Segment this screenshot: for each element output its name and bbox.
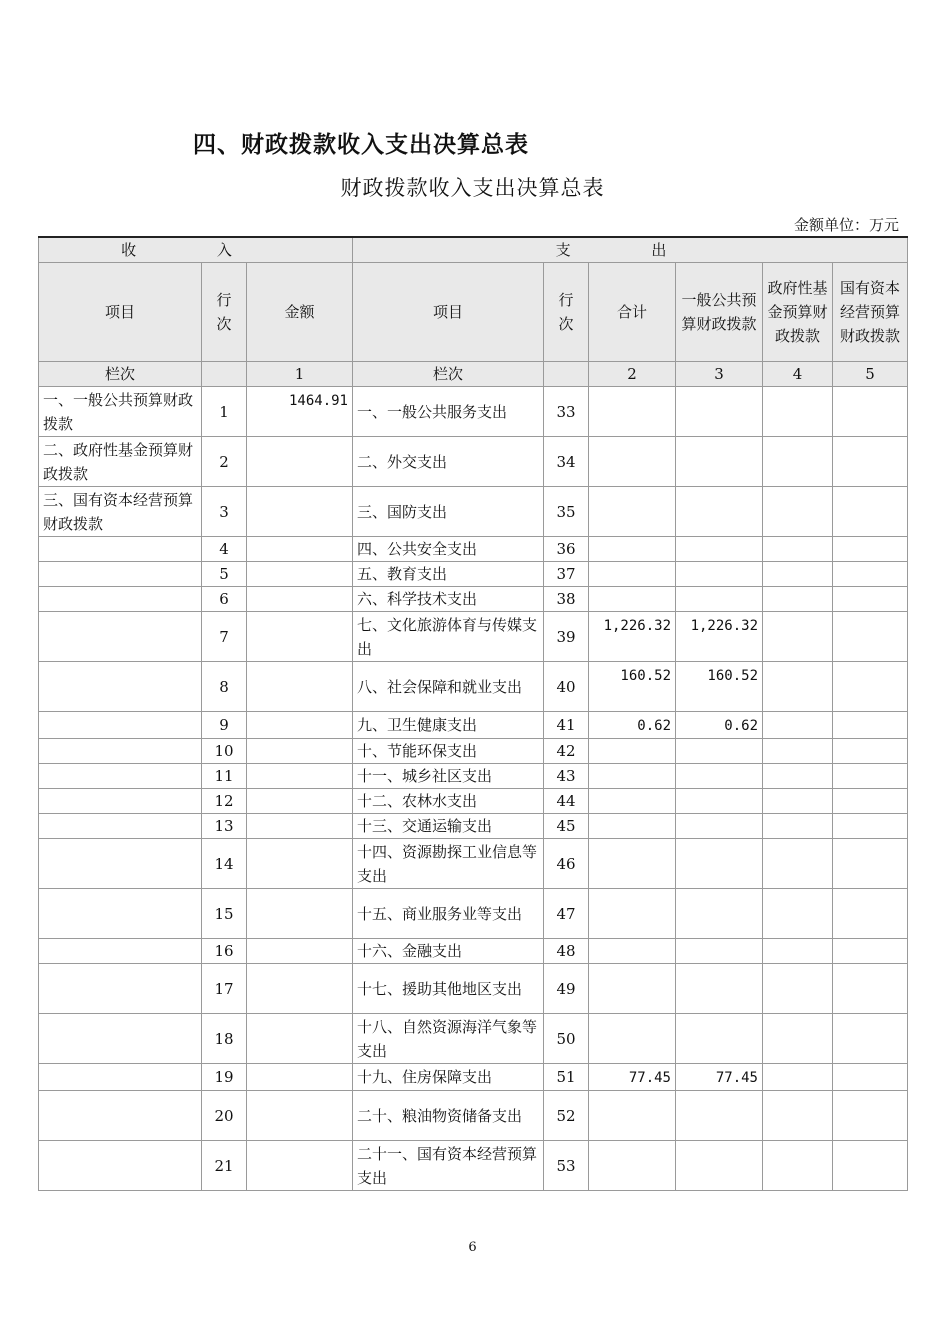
- expense-row-no-cell: 38: [544, 587, 589, 612]
- expense-row-no-cell: 45: [544, 814, 589, 839]
- expense-item-cell: 七、文化旅游体育与传媒支出: [353, 612, 544, 662]
- state-capital-cell: [833, 839, 908, 889]
- income-row-no-cell: 18: [202, 1014, 247, 1064]
- general-budget-cell: [676, 562, 763, 587]
- income-row-no-cell: 4: [202, 537, 247, 562]
- gov-fund-cell: [763, 1091, 833, 1141]
- income-header: 收 入: [39, 237, 353, 263]
- general-budget-cell: [676, 839, 763, 889]
- state-capital-cell: [833, 764, 908, 789]
- total-cell: [589, 387, 676, 437]
- section-title: 四、财政拨款收入支出决算总表: [193, 132, 529, 158]
- gov-fund-cell: [763, 939, 833, 964]
- table-title: 财政拨款收入支出决算总表: [340, 176, 605, 200]
- general-budget-cell: [676, 964, 763, 1014]
- total-cell: [589, 939, 676, 964]
- expense-item-cell: 十五、商业服务业等支出: [353, 889, 544, 939]
- state-capital-cell: [833, 889, 908, 939]
- general-budget-cell: [676, 1014, 763, 1064]
- income-item-cell: [39, 1014, 202, 1064]
- income-row-no-cell: 21: [202, 1141, 247, 1191]
- income-row-no-header: 行次: [202, 263, 247, 362]
- income-amount-cell: [247, 487, 353, 537]
- general-budget-cell: [676, 764, 763, 789]
- expense-row-no-cell: 43: [544, 764, 589, 789]
- income-row-no-cell: 17: [202, 964, 247, 1014]
- table-row: [39, 739, 908, 764]
- general-budget-cell: [676, 537, 763, 562]
- income-amount-cell: [247, 437, 353, 487]
- expense-item-cell: 十九、住房保障支出: [353, 1064, 544, 1091]
- general-budget-cell: [676, 1091, 763, 1141]
- table-row: [39, 764, 908, 789]
- state-capital-cell: [833, 964, 908, 1014]
- total-cell: [589, 964, 676, 1014]
- table-row: [39, 1064, 908, 1091]
- table-row: [39, 1014, 908, 1064]
- gov-fund-cell: [763, 662, 833, 712]
- gov-fund-cell: [763, 889, 833, 939]
- general-budget-cell: [676, 889, 763, 939]
- table-row: [39, 437, 908, 487]
- gov-fund-cell: [763, 1141, 833, 1191]
- general-budget-cell: [676, 789, 763, 814]
- income-amount-cell: [247, 789, 353, 814]
- total-cell: [589, 587, 676, 612]
- gov-fund-cell: [763, 1064, 833, 1091]
- income-row-no-cell: 6: [202, 587, 247, 612]
- general-budget-cell: [676, 814, 763, 839]
- expense-row-no-cell: 41: [544, 712, 589, 739]
- income-amount-cell: [247, 889, 353, 939]
- income-amount-cell: [247, 739, 353, 764]
- total-cell: [589, 1091, 676, 1141]
- income-row-no-cell: 7: [202, 612, 247, 662]
- expense-row-no-cell: 50: [544, 1014, 589, 1064]
- expense-row-no-cell: 49: [544, 964, 589, 1014]
- general-budget-cell: [676, 587, 763, 612]
- gov-fund-cell: [763, 612, 833, 662]
- state-capital-cell: [833, 1141, 908, 1191]
- expense-row-no-cell: 39: [544, 612, 589, 662]
- expense-item-cell: 二、外交支出: [353, 437, 544, 487]
- income-item-cell: [39, 889, 202, 939]
- expense-item-cell: 十六、金融支出: [353, 939, 544, 964]
- gov-fund-cell: [763, 739, 833, 764]
- table-row: [39, 537, 908, 562]
- income-amount-cell: [247, 1014, 353, 1064]
- income-amount-header: 金额: [247, 263, 353, 362]
- col-5: 5: [833, 362, 908, 387]
- expense-row-no-cell: 46: [544, 839, 589, 889]
- expense-item-cell: 十一、城乡社区支出: [353, 764, 544, 789]
- expense-row-no-cell: 36: [544, 537, 589, 562]
- expense-row-no-cell: 48: [544, 939, 589, 964]
- expense-row-no-cell: 35: [544, 487, 589, 537]
- income-row-no-cell: 16: [202, 939, 247, 964]
- general-budget-cell: [676, 437, 763, 487]
- expense-row-no-cell: 34: [544, 437, 589, 487]
- col-2: 2: [589, 362, 676, 387]
- total-cell: [589, 437, 676, 487]
- income-amount-cell: [247, 712, 353, 739]
- state-capital-cell: [833, 387, 908, 437]
- income-row-no-cell: 12: [202, 789, 247, 814]
- table-row: [39, 612, 908, 662]
- expense-header: 支 出: [353, 237, 908, 263]
- general-budget-cell: 160.52: [676, 662, 763, 712]
- expense-row-no-cell: 42: [544, 739, 589, 764]
- gov-fund-cell: [763, 712, 833, 739]
- gov-fund-cell: [763, 537, 833, 562]
- state-capital-cell: [833, 612, 908, 662]
- income-amount-cell: [247, 814, 353, 839]
- general-budget-cell: [676, 387, 763, 437]
- table-row: [39, 939, 908, 964]
- income-item-cell: [39, 939, 202, 964]
- table-row: [39, 964, 908, 1014]
- income-item-cell: [39, 562, 202, 587]
- income-row-no-cell: 14: [202, 839, 247, 889]
- col-empty: [202, 362, 247, 387]
- income-amount-cell: [247, 562, 353, 587]
- expense-item-cell: 十、节能环保支出: [353, 739, 544, 764]
- income-amount-cell: [247, 537, 353, 562]
- income-item-cell: [39, 764, 202, 789]
- col-label-right: 栏次: [353, 362, 544, 387]
- state-capital-cell: [833, 537, 908, 562]
- state-capital-cell: [833, 662, 908, 712]
- total-cell: [589, 1141, 676, 1191]
- general-budget-header: 一般公共预算财政拨款: [676, 263, 763, 362]
- total-cell: 77.45: [589, 1064, 676, 1091]
- income-row-no-cell: 3: [202, 487, 247, 537]
- expense-row-no-cell: 44: [544, 789, 589, 814]
- income-amount-cell: [247, 764, 353, 789]
- income-item-cell: 二、政府性基金预算财政拨款: [39, 437, 202, 487]
- income-amount-cell: [247, 587, 353, 612]
- income-row-no-cell: 10: [202, 739, 247, 764]
- gov-fund-cell: [763, 387, 833, 437]
- table-row: [39, 839, 908, 889]
- col-label-left: 栏次: [39, 362, 202, 387]
- total-cell: 1,226.32: [589, 612, 676, 662]
- total-header: 合计: [589, 263, 676, 362]
- total-cell: [589, 739, 676, 764]
- income-row-no-cell: 1: [202, 387, 247, 437]
- expense-item-cell: 一、一般公共服务支出: [353, 387, 544, 437]
- expense-row-no-header: 行次: [544, 263, 589, 362]
- general-budget-cell: [676, 1141, 763, 1191]
- state-capital-cell: [833, 939, 908, 964]
- income-amount-cell: [247, 1141, 353, 1191]
- table-row: [39, 587, 908, 612]
- income-item-cell: [39, 739, 202, 764]
- expense-item-cell: 八、社会保障和就业支出: [353, 662, 544, 712]
- total-cell: [589, 537, 676, 562]
- income-item-cell: [39, 1091, 202, 1141]
- col-empty: [544, 362, 589, 387]
- income-item-cell: [39, 1141, 202, 1191]
- table-row: [39, 814, 908, 839]
- income-item-cell: [39, 964, 202, 1014]
- total-cell: [589, 814, 676, 839]
- expense-row-no-cell: 33: [544, 387, 589, 437]
- expense-row-no-cell: 52: [544, 1091, 589, 1141]
- gov-fund-cell: [763, 789, 833, 814]
- state-capital-cell: [833, 562, 908, 587]
- income-amount-cell: [247, 964, 353, 1014]
- income-item-cell: 一、一般公共预算财政拨款: [39, 387, 202, 437]
- state-capital-cell: [833, 437, 908, 487]
- general-budget-cell: [676, 739, 763, 764]
- table-row: [39, 789, 908, 814]
- gov-fund-cell: [763, 764, 833, 789]
- state-capital-cell: [833, 1064, 908, 1091]
- expense-row-no-cell: 40: [544, 662, 589, 712]
- col-3: 3: [676, 362, 763, 387]
- col-1: 1: [247, 362, 353, 387]
- expense-row-no-cell: 53: [544, 1141, 589, 1191]
- expense-item-cell: 三、国防支出: [353, 487, 544, 537]
- total-cell: [589, 839, 676, 889]
- gov-fund-cell: [763, 814, 833, 839]
- unit-label: 金额单位：万元: [793, 216, 899, 234]
- gov-fund-cell: [763, 562, 833, 587]
- budget-table: [38, 236, 908, 1191]
- income-item-cell: [39, 839, 202, 889]
- income-item-cell: [39, 814, 202, 839]
- total-cell: 160.52: [589, 662, 676, 712]
- table-row: [39, 889, 908, 939]
- table-row: [39, 662, 908, 712]
- expense-item-header: 项目: [353, 263, 544, 362]
- gov-fund-cell: [763, 839, 833, 889]
- income-row-no-cell: 15: [202, 889, 247, 939]
- income-row-no-cell: 2: [202, 437, 247, 487]
- total-cell: [589, 764, 676, 789]
- total-cell: [589, 889, 676, 939]
- total-cell: [589, 487, 676, 537]
- state-capital-cell: [833, 1091, 908, 1141]
- expense-item-cell: 十八、自然资源海洋气象等支出: [353, 1014, 544, 1064]
- page-number: 6: [468, 1240, 477, 1255]
- state-capital-cell: [833, 739, 908, 764]
- income-amount-cell: [247, 662, 353, 712]
- total-cell: [589, 1014, 676, 1064]
- gov-fund-cell: [763, 437, 833, 487]
- expense-row-no-cell: 37: [544, 562, 589, 587]
- income-row-no-cell: 11: [202, 764, 247, 789]
- income-amount-cell: 1464.91: [247, 387, 353, 437]
- general-budget-cell: [676, 487, 763, 537]
- income-item-header: 项目: [39, 263, 202, 362]
- gov-fund-cell: [763, 487, 833, 537]
- income-item-cell: 三、国有资本经营预算财政拨款: [39, 487, 202, 537]
- total-cell: 0.62: [589, 712, 676, 739]
- income-item-cell: [39, 612, 202, 662]
- state-capital-header: 国有资本经营预算财政拨款: [833, 263, 908, 362]
- general-budget-cell: 77.45: [676, 1064, 763, 1091]
- expense-item-cell: 四、公共安全支出: [353, 537, 544, 562]
- expense-item-cell: 十三、交通运输支出: [353, 814, 544, 839]
- general-budget-cell: 0.62: [676, 712, 763, 739]
- total-cell: [589, 562, 676, 587]
- state-capital-cell: [833, 712, 908, 739]
- income-amount-cell: [247, 1064, 353, 1091]
- income-amount-cell: [247, 1091, 353, 1141]
- expense-item-cell: 二十、粮油物资储备支出: [353, 1091, 544, 1141]
- expense-item-cell: 九、卫生健康支出: [353, 712, 544, 739]
- gov-fund-cell: [763, 587, 833, 612]
- expense-item-cell: 十七、援助其他地区支出: [353, 964, 544, 1014]
- income-item-cell: [39, 537, 202, 562]
- income-item-cell: [39, 587, 202, 612]
- gov-fund-cell: [763, 1014, 833, 1064]
- table-row: [39, 562, 908, 587]
- total-cell: [589, 789, 676, 814]
- income-amount-cell: [247, 612, 353, 662]
- table-row: [39, 487, 908, 537]
- table-row: [39, 712, 908, 739]
- state-capital-cell: [833, 814, 908, 839]
- expense-item-cell: 十二、农林水支出: [353, 789, 544, 814]
- expense-item-cell: 六、科学技术支出: [353, 587, 544, 612]
- state-capital-cell: [833, 487, 908, 537]
- income-row-no-cell: 5: [202, 562, 247, 587]
- income-row-no-cell: 9: [202, 712, 247, 739]
- gov-fund-header: 政府性基金预算财政拨款: [763, 263, 833, 362]
- income-item-cell: [39, 712, 202, 739]
- income-row-no-cell: 8: [202, 662, 247, 712]
- income-item-cell: [39, 662, 202, 712]
- income-amount-cell: [247, 939, 353, 964]
- income-row-no-cell: 19: [202, 1064, 247, 1091]
- table-row: [39, 1091, 908, 1141]
- income-row-no-cell: 13: [202, 814, 247, 839]
- income-amount-cell: [247, 839, 353, 889]
- state-capital-cell: [833, 587, 908, 612]
- expense-row-no-cell: 51: [544, 1064, 589, 1091]
- expense-item-cell: 二十一、国有资本经营预算支出: [353, 1141, 544, 1191]
- gov-fund-cell: [763, 964, 833, 1014]
- table-row: [39, 387, 908, 437]
- table-row: [39, 1141, 908, 1191]
- income-row-no-cell: 20: [202, 1091, 247, 1141]
- general-budget-cell: [676, 939, 763, 964]
- state-capital-cell: [833, 789, 908, 814]
- expense-item-cell: 五、教育支出: [353, 562, 544, 587]
- col-4: 4: [763, 362, 833, 387]
- income-item-cell: [39, 1064, 202, 1091]
- expense-row-no-cell: 47: [544, 889, 589, 939]
- state-capital-cell: [833, 1014, 908, 1064]
- income-item-cell: [39, 789, 202, 814]
- expense-item-cell: 十四、资源勘探工业信息等支出: [353, 839, 544, 889]
- general-budget-cell: 1,226.32: [676, 612, 763, 662]
